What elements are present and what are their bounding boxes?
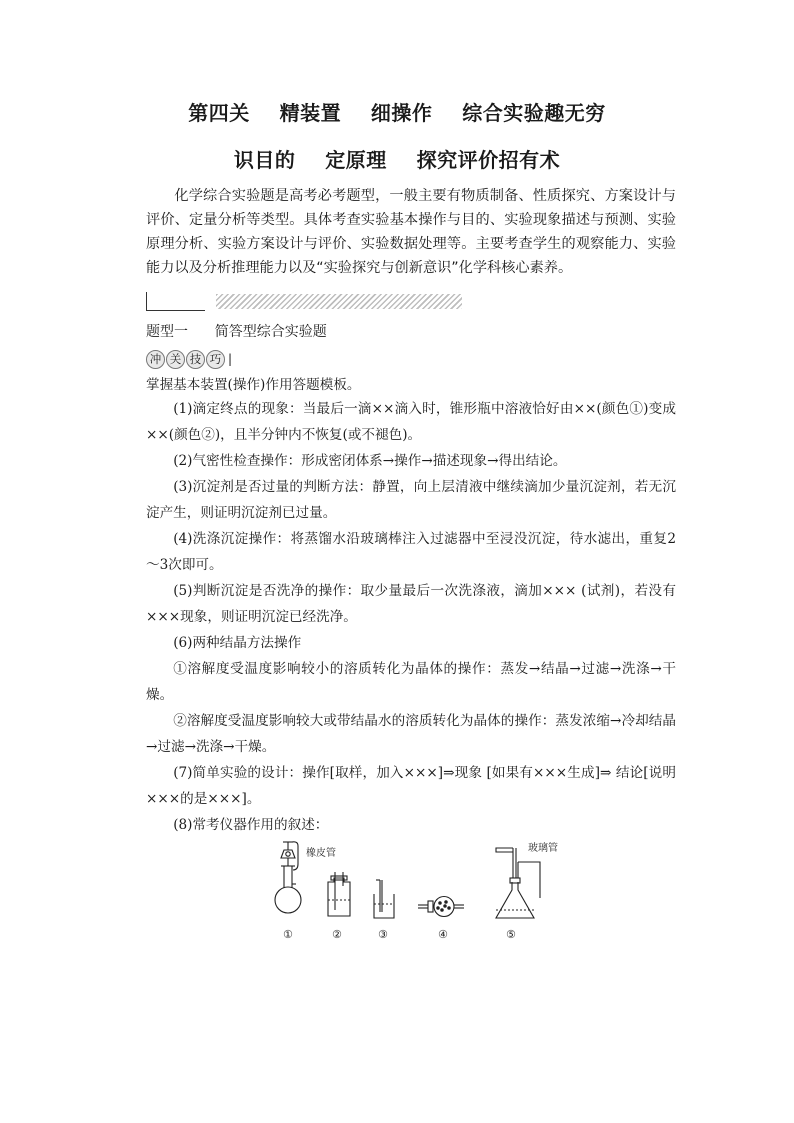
badge-char: 冲 — [146, 350, 165, 369]
figure-number: ③ — [378, 928, 388, 941]
figure-number: ④ — [438, 928, 448, 941]
list-item: (8)常考仪器作用的叙述： — [173, 817, 329, 833]
beaker-with-tube-icon — [374, 880, 394, 918]
question-type-title: 简答型综合实验题 — [214, 324, 327, 340]
question-type-heading — [146, 321, 327, 341]
badge-char: 巧 — [206, 350, 225, 369]
label-glass-tube: 玻璃管 — [528, 843, 558, 854]
lead-sentence: 掌握基本装置(操作)作用答题模板。 — [146, 377, 361, 393]
figure-number: ⑤ — [506, 928, 516, 941]
list-item: (5)判断沉淀是否洗净的操作：取少量最后一次洗涤液，滴加××× (试剂)，若没有×××现象，则证明沉淀已经洗净。 — [146, 583, 676, 625]
badge-char: 技 — [186, 350, 205, 369]
list-item: ②溶解度受温度影响较大或带结晶水的溶质转化为晶体的操作：蒸发浓缩→冷却结晶→过滤→洗涤→干燥。 — [146, 713, 676, 755]
question-type-label: 题型一 — [146, 324, 188, 340]
section-banner — [146, 292, 466, 314]
banner-bracket — [146, 292, 205, 311]
label-rubber-tube: 橡皮管 — [306, 848, 336, 859]
badge-bar-icon: | — [228, 352, 233, 366]
list-item: (6)两种结晶方法操作 — [173, 635, 302, 651]
tips-badge — [146, 349, 232, 369]
answer-template-list — [146, 396, 676, 838]
badge-char: 关 — [166, 350, 185, 369]
list-item: (4)洗涤沉淀操作：将蒸馏水沿玻璃棒注入过滤器中至浸没沉淀，待水滤出，重复2～3次即可。 — [146, 531, 676, 573]
figure-number: ① — [283, 928, 293, 941]
main-title: 第四关 精装置 细操作 综合实验趣无穷 — [188, 101, 606, 125]
list-item: ①溶解度受温度影响较小的溶质转化为晶体的操作：蒸发→结晶→过滤→洗涤→干燥。 — [146, 661, 676, 703]
round-bottom-flask-with-funnel-icon — [275, 842, 301, 913]
conical-flask-with-glass-tube-icon — [496, 848, 540, 918]
figure-number: ② — [332, 928, 342, 941]
list-item: (7)简单实验的设计：操作[取样，加入×××]⇒现象 [如果有×××生成]⇒ 结论[说明×××的是×××]。 — [146, 765, 676, 807]
sub-title: 识目的 定原理 探究评价招有术 — [233, 148, 561, 172]
banner-hatch — [216, 294, 462, 309]
list-item: (3)沉淀剂是否过量的判断方法：静置，向上层清液中继续滴加少量沉淀剂，若无沉淀产生，则证明沉淀剂已过量。 — [146, 479, 676, 521]
apparatus-figure — [262, 836, 562, 946]
gas-washing-bottle-icon — [328, 872, 350, 916]
intro-paragraph: 化学综合实验题是高考必考题型，一般主要有物质制备、性质探究、方案设计与评价、定量分析等类型。具体考查实验基本操作与目的、实验现象描述与预测、实验原理分析、实验方案设计与评价、实验数据处理等。主要考查学生的观察能力、实验能力以及分析推理能力以及“实验探究与创新意识”化学科核心素养。 — [146, 188, 676, 276]
drying-tube-icon — [418, 897, 464, 917]
list-item: (2)气密性检查操作：形成密闭体系→操作→描述现象→得出结论。 — [173, 453, 567, 469]
list-item: (1)滴定终点的现象：当最后一滴××滴入时，锥形瓶中溶液恰好由××(颜色①)变成××(颜色②)，且半分钟内不恢复(或不褪色)。 — [146, 401, 676, 443]
